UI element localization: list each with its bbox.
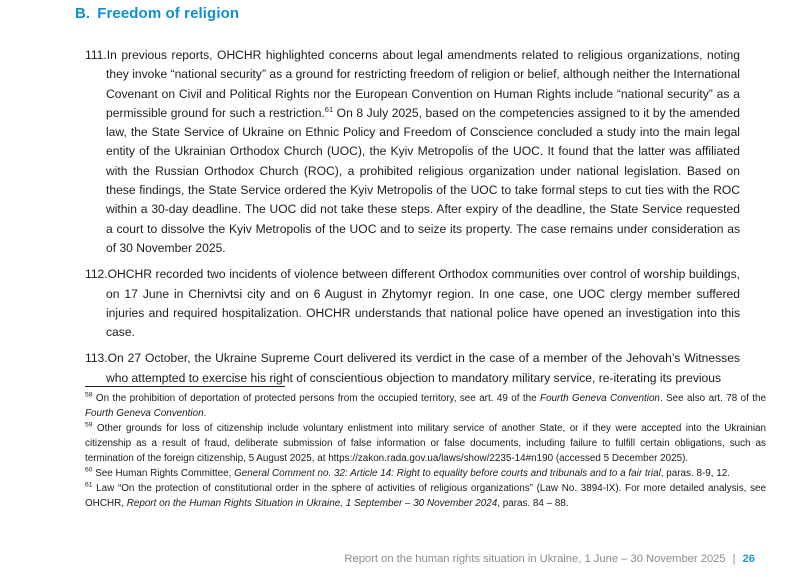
footnote-text: Other grounds for loss of citizenship include voluntary enlistment into military service of another State, or if they were accepted into the Ukrainian citizenship as a result of fraud, deliberate submission of false information or false documents, including failure to fulfill certain obligations, such as termination of the foreign citizenship, 5 August 2025, at [85,423,766,464]
paragraph-text: On 8 July 2025, based on the competencies assigned to it by the amended law, the State Service of Ukraine on Ethnic Policy and Freedom of Conscience concluded a study into the main legal entity of the Ukrainian Orthodox Church (UOC), the Kyiv Metropolis of the UOC. It found that the latter was affiliated with the Russian Orthodox Church (ROC), a prohibited religious organization under national legislation. Based on these findings, the State Service ordered the Kyiv Metropolis of the UOC to take formal steps to cut ties with the ROC within a 30-day deadline. The UOC did not take these steps. After expiry of the deadline, the State Service requested a court to dissolve the Kyiv Metropolis of the UOC and to seize its property. The case remains under consideration as of 30 November 2025. [106,105,740,255]
footnote-58 [85,391,766,421]
paragraph-text: In previous reports, OHCHR highlighted concerns about legal amendments related to religious organizations, noting they invoke “national security” as a ground for restricting freedom of religion or belief, although neither the International Covenant on Civil and Political Rights nor the European Convention on Human Rights include “national security” as a permissible ground for such a restriction. [106,48,740,120]
footnote-italic-title: Fourth Geneva Convention [85,408,204,419]
section-heading [75,5,239,22]
page-footer [344,553,755,565]
footnote-59 [85,421,766,466]
footnote-separator [85,386,285,387]
paragraph-113 [85,349,740,388]
footnote-italic-title: Fourth Geneva Convention [540,393,660,404]
paragraph-number: 111. [85,48,107,62]
page-number: 26 [742,553,755,565]
paragraph-111 [85,46,740,258]
footnote-text: , paras. 8-9, 12. [660,468,730,479]
paragraph-number: 113. [85,351,108,366]
footnote-text: (accessed 5 December 2025). [553,453,689,464]
footnote-number: 60 [85,466,93,474]
footnote-text: . [203,408,207,419]
body-text [85,46,740,395]
footnote-number: 59 [85,421,93,429]
footer-separator: | [732,553,736,565]
footnote-61 [85,481,766,511]
footer-title: Report on the human rights situation in Ukraine, 1 June – 30 November 2025 [344,553,726,565]
footnote-text: See Human Rights Committee, [92,468,235,479]
footnote-text: On the prohibition of deportation of protected persons from the occupied territory, see art. 49 of the [92,393,541,404]
footnote-text: , paras. 84 – 88. [497,498,569,509]
paragraph-text: On 27 October, the Ukraine Supreme Court delivered its verdict in the case of a member of the Jehovah’s Witnesses who attempted to exercise his right of conscientious objection to mandatory military service, re-iterating its previous [106,351,740,385]
section-label: B. [75,5,91,22]
footnote-italic-title: General Comment no. 32: Article 14: Right to equality before courts and tribunals and to a fair trial [234,468,661,479]
paragraph-number: 112. [85,267,108,282]
footnote-italic-title: Report on the Human Rights Situation in Ukraine, 1 September – 30 November 2024 [126,498,498,509]
footnote-number: 58 [85,391,93,399]
footnotes-section [85,391,766,511]
footnote-number: 61 [85,481,93,489]
footnote-ref-61: 61 [324,104,334,114]
paragraph-text: OHCHR recorded two incidents of violence between different Orthodox communities over control of worship buildings, on 17 June in Chernivtsi city and on 6 August in Zhytomyr region. In one case, one UOC clergy member suffered injuries and required hospitalization. OHCHR understands that national police have opened an investigation into this case. [106,267,740,340]
section-title: Freedom of religion [97,5,240,22]
footnote-60 [85,466,766,481]
footnote-link[interactable]: https://zakon.rada.gov.ua/laws/show/2235-14#n190 [328,453,554,464]
paragraph-112 [85,265,740,342]
footnote-text: . See also art. 78 of the [659,393,767,404]
footnote-text: Law “On the protection of constitutional order in the sphere of activities of religious organizations” (Law No. 3894-IX). For more detailed analysis, see OHCHR, [85,483,766,509]
